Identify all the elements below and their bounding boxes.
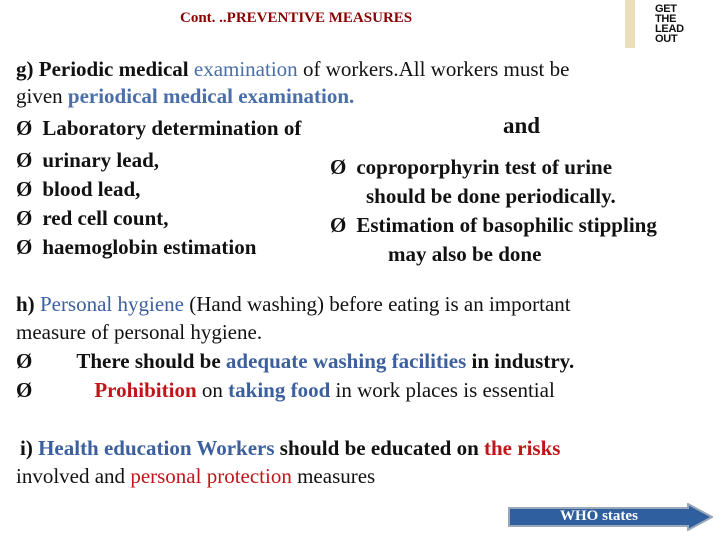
list-item: Ø urinary lead, xyxy=(16,148,160,172)
section-g-line1: g) Periodic medical examination of workers.All workers must be xyxy=(16,57,570,81)
page-title: Cont. ..PREVENTIVE MEASURES xyxy=(180,10,413,26)
who-states-button[interactable] xyxy=(508,503,713,531)
arrow-bullet-icon: Ø xyxy=(16,349,33,373)
section-h-line2: measure of personal hygiene. xyxy=(16,320,263,344)
logo-strip xyxy=(625,0,635,48)
hygiene-bullet-washing: Ø There should be adequate washing facilities in industry. xyxy=(16,349,575,373)
arrow-bullet-icon: Ø xyxy=(16,116,33,140)
who-states-label: WHO states xyxy=(560,508,638,524)
list-item: Ø blood lead, xyxy=(16,177,141,201)
right-item-coproporphyrin: Ø coproporphyrin test of urine xyxy=(330,155,613,179)
get-the-lead-out-logo xyxy=(625,0,720,50)
right-item-basophilic: Ø Estimation of basophilic stippling xyxy=(330,213,657,237)
arrow-bullet-icon: Ø xyxy=(330,155,347,179)
arrow-bullet-icon: Ø xyxy=(16,206,33,230)
section-i-line2: involved and personal protection measures xyxy=(16,464,376,488)
right-item-basophilic-cont: may also be done xyxy=(388,242,542,266)
lab-determination: Ø Laboratory determination of xyxy=(16,116,302,140)
section-h-line1: h) Personal hygiene (Hand washing) before eating is an important xyxy=(16,292,571,316)
arrow-bullet-icon: Ø xyxy=(16,148,33,172)
arrow-bullet-icon: Ø xyxy=(16,235,33,259)
logo-text: GET THE LEAD OUT xyxy=(655,3,684,45)
right-item-coproporphyrin-cont: should be done periodically. xyxy=(366,184,616,208)
list-item: Ø red cell count, xyxy=(16,206,169,230)
list-item: Ø haemoglobin estimation xyxy=(16,235,257,259)
arrow-bullet-icon: Ø xyxy=(16,177,33,201)
section-i-line1: i) Health education Workers should be educated on the risks xyxy=(20,436,561,460)
hygiene-bullet-food: Ø Prohibition on taking food in work places is essential xyxy=(16,378,555,402)
and-word: and xyxy=(503,113,541,138)
arrow-bullet-icon: Ø xyxy=(330,213,347,237)
section-g-line2: given periodical medical examination. xyxy=(16,84,355,108)
arrow-bullet-icon: Ø xyxy=(16,378,33,402)
